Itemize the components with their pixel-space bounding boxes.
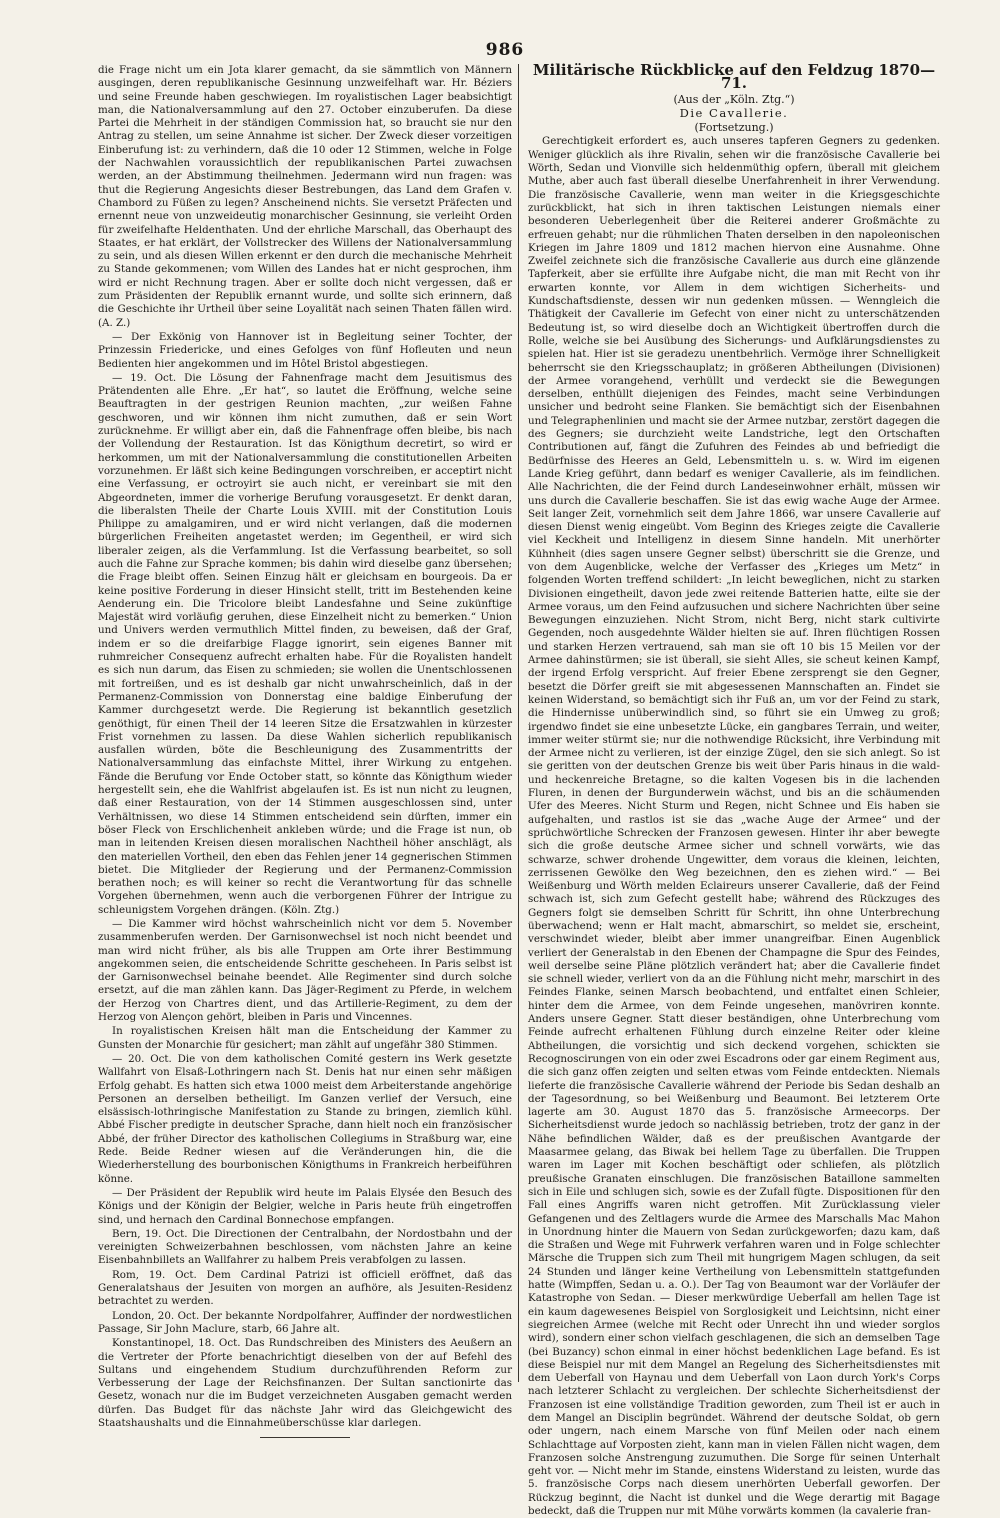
paragraph: — Der Präsident der Republik wird heute im Palais Elysée den Besuch des Königs und der Königin der Belgier, welche in Paris heute früh eingetroffen sind, und hernach den Cardinal Bonnechose empfangen. <box>98 1186 512 1226</box>
article-title: Militärische Rückblicke auf den Feldzug 1870—71. <box>532 61 936 93</box>
paragraph: Bern, 19. Oct. Die Directionen der Centralbahn, der Nordostbahn und der vereinigten Schweizerbahnen beschlossen, vom nächsten Jahre an keine Eisenbahnbillets an Wallfahrer zu halbem Preis verabfolgen zu lassen. <box>98 1227 512 1267</box>
article-continuation: (Fortsetzung.) <box>694 121 774 135</box>
paragraph: — Der Exkönig von Hannover ist in Begleitung seiner Tochter, der Prinzessin Friedericke, und eines Gefolges von fünf Hofleuten und neun Bedienten hier angekommen und im Hôtel Bristol abgestiegen. <box>98 330 512 370</box>
paragraph: Rom, 19. Oct. Dem Cardinal Patrizi ist officiell eröffnet, daß das Generalatshaus der Jesuiten von morgen an aufhöre, als Jesuiten-Residenz betrachtet zu werden. <box>98 1268 512 1308</box>
paragraph: Gerechtigkeit erfordert es, auch unseres tapferen Gegners zu gedenken. Weniger glücklich als ihre Rivalin, sehen wir die französische Cavallerie bei Wörth, Sedan und Vionville sich heldenmüthig opfern, überall mit gleichem Muthe, aber auch fast überall dieselbe Unerfahrenheit in ihrer Verwendung. Die französische Cavallerie, wenn man weiter in die Kriegsgeschichte zurückblickt, hat sich in ihren taktischen Leistungen niemals einer besonderen Ueberlegenheit über die Reiterei anderer Großmächte zu erfreuen gehabt; nur die rühmlichen Thaten derselben in den napoleonischen Kriegen im Jahre 1809 und 1812 machen hiervon eine Ausnahme. Ohne Zweifel zeichnete sich die französische Cavallerie aus durch eine glänzende Tapferkeit, aber sie erfüllte ihre Aufgabe nicht, die man mit Recht von ihr erwarten konnte, vor Allem in dem wichtigen Sicherheits- und Kundschaftsdienste, dessen wir nun gedenken müssen. — Wenngleich die Thätigkeit der Cavallerie im Gefecht von einer nicht zu unterschätzenden Bedeutung ist, so wird dieselbe doch an Wichtigkeit übertroffen durch die Rolle, welche sie bei Ausübung des Sicherungs- und Aufklärungsdienstes zu spielen hat. Hier ist sie geradezu unentbehrlich. Vermöge ihrer Schnelligkeit beherrscht sie den Kriegsschauplatz; in größeren Abtheilungen (Divisionen) der Armee vorangehend, verhüllt und verdeckt sie die Bewegungen derselben, enthüllt diejenigen des Feindes, macht seine Verbindungen unsicher und bedroht seine Flanken. Sie bemächtigt sich der Eisenbahnen und Telegraphenlinien und macht sie der Armee nutzbar, zerstört dagegen die des Gegners; sie durchzieht weite Landstriche, legt den Ortschaften Contributionen auf, fängt die Zufuhren des Feindes ab und befriedigt die Bedürfnisse des Heeres an Geld, Lebensmitteln u. s. w. Wird im eigenen Lande Krieg geführt, dann bedarf es weniger Cavallerie, als im feindlichen. Alle Nachrichten, die der Feind durch Landeseinwohner erhält, müssen wir uns durch die Cavallerie beschaffen. Sie ist das ewig wache Auge der Armee. Seit langer Zeit, vornehmlich seit dem Jahre 1866, war unsere Cavallerie auf diesen Dienst wenig eingeübt. Vom Beginn des Krieges zeigte die Cavallerie viel Keckheit und Intelligenz in diesem Sinne handeln. Mit unerhörter Kühnheit (dies sagen unsere Gegner selbst) überschritt sie die Grenze, und von dem Augenblicke, welche der Verfasser des „Krieges um Metz“ in folgenden Worten treffend schildert: „In leicht beweglichen, nicht zu starken Divisionen eingetheilt, davon jede zwei reitende Batterien hatte, eilte sie der Armee voraus, um den Feind aufzusuchen und sichere Nachrichten über seine Bewegungen einzuziehen. Nicht Strom, nicht Berg, nicht stark cultivirte Gegenden, noch ausgedehnte Wälder hielten sie auf. Ihren flüchtigen Rossen und starken Herzen vertrauend, sah man sie oft 10 bis 15 Meilen vor der Armee dahinstürmen; sie ist überall, sie sieht Alles, sie scheut keinen Kampf, der irgend Erfolg verspricht. Auf freier Ebene zersprengt sie den Gegner, besetzt die Dörfer greift sie mit abgesessenen Mannschaften an. Findet sie keinen Widerstand, so bemächtigt sich ihr Fuß an, um vor der Feind zu stark, die Hindernisse unüberwindlich sind, so führt sie ein Umweg zu groß; irgendwo findet sie eine unbesetzte Lücke, ein gangbares Terrain, und weiter, immer weiter stürmt sie; nur die nothwendige Rücksicht, ihre Verbindung mit der Armee nicht zu verlieren, ist der einzige Zügel, den sie sich anlegt. So ist sie geritten von der deutschen Grenze bis weit über Paris hinaus in die wald- und heckenreiche Bretagne, so die kalten Vogesen bis in die lachenden Fluren, in denen der Burgunderwein wächst, und bis an die schäumenden Ufer des Meeres. Nicht Sturm und Regen, nicht Schnee und Eis haben sie aufgehalten, und rastlos ist sie das „wache Auge der Armee“ und der sprüchwörtliche Schrecken der Franzosen gewesen. Hinter ihr aber bewegte sich die große deutsche Armee sicher und schnell vorwärts, wie das schwarze, schwer drohende Ungewitter, dem voraus die kleinen, leichten, zerrissenen Gewölke den Weg bezeichnen, den es ziehen wird.“ — Bei Weißenburg und Wörth melden Eclaireurs unserer Cavallerie, daß der Feind schwach ist, sich zum Gefecht gestellt habe; während des Rückzuges des Gegners folgt sie demselben Schritt für Schritt, ihn ohne Unterbrechung überwachend; wenn er Halt macht, abmarschirt, so meldet sie, erscheint, verschwindet wieder, bleibt aber immer unangreifbar. Einen Augenblick verliert der Generalstab in den Ebenen der Champagne die Spur des Feindes, weil derselbe seine Pläne plötzlich verändert hat; aber die Cavallerie findet sie schnell wieder, verliert von da an die Fühlung nicht mehr, marschirt in des Feindes Flanke, seinen Marsch beobachtend, und entfaltet einen Schleier, hinter dem die Armee, von dem Feinde ungesehen, manövriren konnte. Anders unsere Gegner. Statt dieser beständigen, ohne Unterbrechung vom Feinde aufrecht erhaltenen Fühlung durch einzelne Reiter oder kleine Abtheilungen, die vorsichtig und sich deckend vorgehen, schickten sie Recognoscirungen von ein oder zwei Escadrons oder gar einem Regiment aus, die sich ganz offen zeigten und selten etwas vom Feinde entdeckten. Niemals lieferte die französische Cavallerie während der Periode bis Sedan deshalb an der Tagesordnung, so bei Weißenburg und Beaumont. Bei letzterem Orte lagerte am 30. August 1870 das 5. französische Armeecorps. Der Sicherheitsdienst wurde jedoch so nachlässig betrieben, trotz der ganz in der Nähe befindlichen Wälder, daß es der preußischen Avantgarde der Maasarmee gelang, das Biwak bei hellem Tage zu überfallen. Die Truppen waren im Lager mit Kochen beschäftigt oder schliefen, als plötzlich preußische Granaten einschlugen. Die französischen Bataillone sammelten sich in Eile und schlugen sich, sowie es der Zufall fügte. Dispositionen für den Fall eines Angriffs waren nicht getroffen. Mit Zurücklassung vieler Gefangenen und des Zeltlagers wurde die Armee des Marschalls Mac Mahon in Unordnung hinter die Mauern von Sedan zurückgeworfen; dazu kam, daß die Straßen und Wege mit Fuhrwerk verfahren waren und in Folge schlechter Märsche die Truppen sich zum Theil mit hungrigem Magen schlugen, da seit 24 Stunden und länger keine Vertheilung von Lebensmitteln stattgefunden hatte (Wimpffen, Sedan u. a. O.). Der Tag von Beaumont war der Vorläufer der Katastrophe von Sedan. — Dieser merkwürdige Ueberfall am hellen Tage ist ein kaum dagewesenes Beispiel von Sorglosigkeit und Leichtsinn, nicht einer siegreichen Armee (welche mit Recht oder Unrecht ihn und wieder sorglos wird), sondern einer schon vielfach geschlagenen, die sich an demselben Tage (bei Buzancy) schon einmal in einer höchst bedenklichen Lage befand. Es ist diese Beispiel nur mit dem Mangel an Regelung des Sicherheitsdienstes mit dem Ueberfall von Haynau und dem Ueberfall von Laon durch York's Corps nach letzterer Schlacht zu vergleichen. Der schlechte Sicherheitsdienst der Franzosen ist eine vollständige Tradition geworden, zum Theil ist er auch in dem Mangel an Disciplin begründet. Während der deutsche Soldat, ob gern oder ungern, nach einem Marsche von fünf Meilen oder nach einem Schlachttage auf Vorposten zieht, kann man in vielen Fällen nicht wagen, dem Franzosen solche Anstrengung zuzumuthen. Die Sorge für seinen Unterhalt geht vor. — Nicht mehr im Stande, einstens Widerstand zu leisten, wurde das 5. französische Corps nach diesem unerhörten Ueberfall geworfen. Der Rückzug beginnt, die Nacht ist dunkel und die Wege derartig mit Bagage bedeckt, daß die Truppen nur mit Mühe vorwärts kommen (la cavalerie fran- <box>528 135 940 1518</box>
paragraph: — 19. Oct. Die Lösung der Fahnenfrage macht dem Jesuitismus des Prätendenten alle Ehre. „Er hat“, so lautet die Eröffnung, welche seine Beauftragten in der gestrigen Reunion machten, „zur weißen Fahne geschworen, und wir können ihm nicht zumuthen, daß er sein Wort zurücknehme. Er willigt aber ein, daß die Fahnenfrage offen bleibe, bis nach der Vollendung der Restauration. Ist das Königthum decretirt, so wird er herkommen, um mit der Nationalversammlung die constitutionellen Arbeiten vorzunehmen. Er läßt sich keine Bedingungen vorschreiben, er acceptirt nicht eine Verfassung, er octroyirt sie auch nicht, er vereinbart sie mit den Abgeordneten, immer die vorherige Berufung vorausgesetzt. Er denkt daran, die liberalsten Theile der Charte Louis XVIII. mit der Constitution Louis Philippe zu amalgamiren, und er wird nicht verlangen, daß die modernen bürgerlichen Freiheiten angetastet werden; im Gegentheil, er wird sich liberaler zeigen, als die Verfammlung. Ist die Verfassung bearbeitet, so soll auch die Fahne zur Sprache kommen; bis dahin wird dieselbe ganz übersehen; die Frage bleibt offen. Seinen Einzug hält er gleichsam en bourgeois. Da er keine positive Forderung in dieser Hinsicht stellt, tritt im Bestehenden keine Aenderung ein. Die Tricolore bleibt Landesfahne und Seine zukünftige Majestät wird vorläufig geruhen, diese Einzelheit nicht zu bemerken.“ Union und Univers werden vermuthlich Mittel finden, zu beweisen, daß der Graf, indem er so die dreifarbige Flagge ignorirt, sein eigenes Banner mit ruhmreicher Consequenz aufrecht erhalten habe. Für die Royalisten handelt es sich nun darum, das Eisen zu schmieden; sie wollen die Unentschlossenen mit fortreißen, und es ist deshalb gar nicht unwahrscheinlich, daß in der Permanenz-Commission von Donnerstag eine baldige Einberufung der Kammer durchgesetzt werde. Die Regierung ist bekanntlich gesetzlich genöthigt, für einen Theil der 14 leeren Sitze die Ersatzwahlen in kürzester Frist vornehmen zu lassen. Da diese Wahlen sicherlich republikanisch ausfallen würden, böte die Beschleunigung des Zusammentritts der Nationalversammlung das einfachste Mittel, ihrer Wirkung zu entgehen. Fände die Berufung vor Ende October statt, so könnte das Königthum wieder hergestellt sein, ehe die Wahlfrist abgelaufen ist. Es ist nun nicht zu leugnen, daß einer Restauration, von der 14 Stimmen ausgeschlossen sind, unter Verhältnissen, wo diese 14 Stimmen entscheidend sein dürften, immer ein böser Fleck von Erschlichenheit ankleben würde; und die Frage ist nun, ob man in leitenden Kreisen diesen moralischen Nachtheil höher anschlägt, als den materiellen Vortheil, den eben das Fehlen jener 14 gegnerischen Stimmen bietet. Die Mitglieder der Regierung und der Permanenz-Commission berathen noch; es will keiner so recht die Verantwortung für das schnelle Vorgehen übernehmen, wenn auch die verborgenen Führer der Intrigue zu schleunigstem Vorgehen drängen. (Köln. Ztg.) <box>98 371 512 916</box>
article-source: (Aus der „Köln. Ztg.“) <box>673 92 795 106</box>
paragraph: — Die Kammer wird höchst wahrscheinlich nicht vor dem 5. November zusammenberufen werden. Der Garnisonwechsel ist noch nicht beendet und man wird nicht früher, als bis alle Truppen am Orte ihrer Bestimmung angekommen seien, die entscheidende Schritte gescheheen. In Paris selbst ist der Garnisonwechsel beinahe beendet. Alle Regimenter sind durch solche ersetzt, auf die man zählen kann. Das Jäger-Regiment zu Pferde, in welchem der Herzog von Chartres dient, und das Artillerie-Regiment, zu dem der Herzog von Alençon gehört, bleiben in Paris und Vincennes. <box>98 918 512 1024</box>
paragraph: London, 20. Oct. Der bekannte Nordpolfahrer, Auffinder der nordwestlichen Passage, Sir John Maclure, starb, 66 Jahre alt. <box>98 1309 512 1335</box>
paragraph: — 20. Oct. Die von dem katholischen Comité gestern ins Werk gesetzte Wallfahrt von Elsaß-Lothringern nach St. Denis hat nur einen sehr mäßigen Erfolg gehabt. Es hatten sich etwa 1000 meist dem Arbeiterstande angehörige Personen an derselben betheiligt. Im Ganzen verlief der Versuch, eine elsässisch-lothringische Manifestation zu Stande zu bringen, ziemlich kühl. Abbé Fischer predigte in deutscher Sprache, dann hielt noch ein französischer Abbé, der früher Director des katholischen Collegiums in Straßburg war, eine Rede. Beide Redner wiesen auf die Veränderungen hin, die die Wiederherstellung des bourbonischen Königthums in Frankreich herbeiführen könne. <box>98 1052 512 1185</box>
left-column <box>98 64 512 1429</box>
paragraph: Konstantinopel, 18. Oct. Das Rundschreiben des Ministers des Aeußern an die Vertreter der Pforte benachrichtigt dieselben von der auf Befehl des Sultans und eingehendem Studium durchzuführenden Reform zur Verbesserung der Lage der Reichsfinanzen. Der Sultan sanctionirte das Gesetz, wonach nur die im Budget verzeichneten Ausgaben gemacht werden dürfen. Das Budget für das nächste Jahr wird das Gleichgewicht des Staatshaushalts und die Einnahmeüberschüsse klar darlegen. <box>98 1337 512 1429</box>
column-divider <box>518 64 519 1382</box>
paragraph: die Frage nicht um ein Jota klarer gemacht, da sie sämmtlich von Männern ausgingen, deren republikanische Gesinnung unzweifelhaft war. Hr. Béziers und seine Freunde haben geschwiegen. Im royalistischen Lager beabsichtigt man, die Nationalversammlung auf den 27. October einzuberufen. Da diese Partei die Mehrheit in der ständigen Commission hat, so braucht sie nur den Antrag zu stellen, um seine Annahme ist sicher. Der Zweck dieser vorzeitigen Einberufung ist: zu verhindern, daß die 10 oder 12 Stimmen, welche in Folge der Nachwahlen voraussichtlich der republikanischen Partei zuwachsen werden, an der Abstimmung theilnehmen. Jedermann wird nun fragen: was thut die Regierung Angesichts dieser Bestrebungen, das Land dem Grafen v. Chambord zu Füßen zu legen? Anscheinend nichts. Sie versetzt Präfecten und ernennt neue von unzweideutig monarchischer Gesinnung, sie verleiht Orden für zweifelhafte Heldenthaten. Und der ehrliche Marschall, das Oberhaupt des Staates, er hat erklärt, der Vollstrecker des Willens der Nationalversammlung zu sein, und als diesen Willen erkennt er den durch die mechanische Mehrheit zu Stande gekommenen; vom Willen des Landes hat er nicht gesprochen, ihm wird er nicht Rechnung tragen. Aber er sollte doch nicht vergessen, daß er zum Präsidenten der Republik ernannt wurde, und sollte sich erinnern, daß die Geschichte ihr Urtheil über seine Loyalität nach seinen Thaten fällen wird. (A. Z.) <box>98 64 512 329</box>
paragraph: In royalistischen Kreisen hält man die Entscheidung der Kammer zu Gunsten der Monarchie für gesichert; man zählt auf ungefähr 380 Stimmen. <box>98 1025 512 1051</box>
right-column <box>528 61 940 1518</box>
page-number: 986 <box>485 40 525 60</box>
end-rule <box>260 1437 350 1438</box>
article-section: Die Cavallerie. <box>679 105 789 120</box>
